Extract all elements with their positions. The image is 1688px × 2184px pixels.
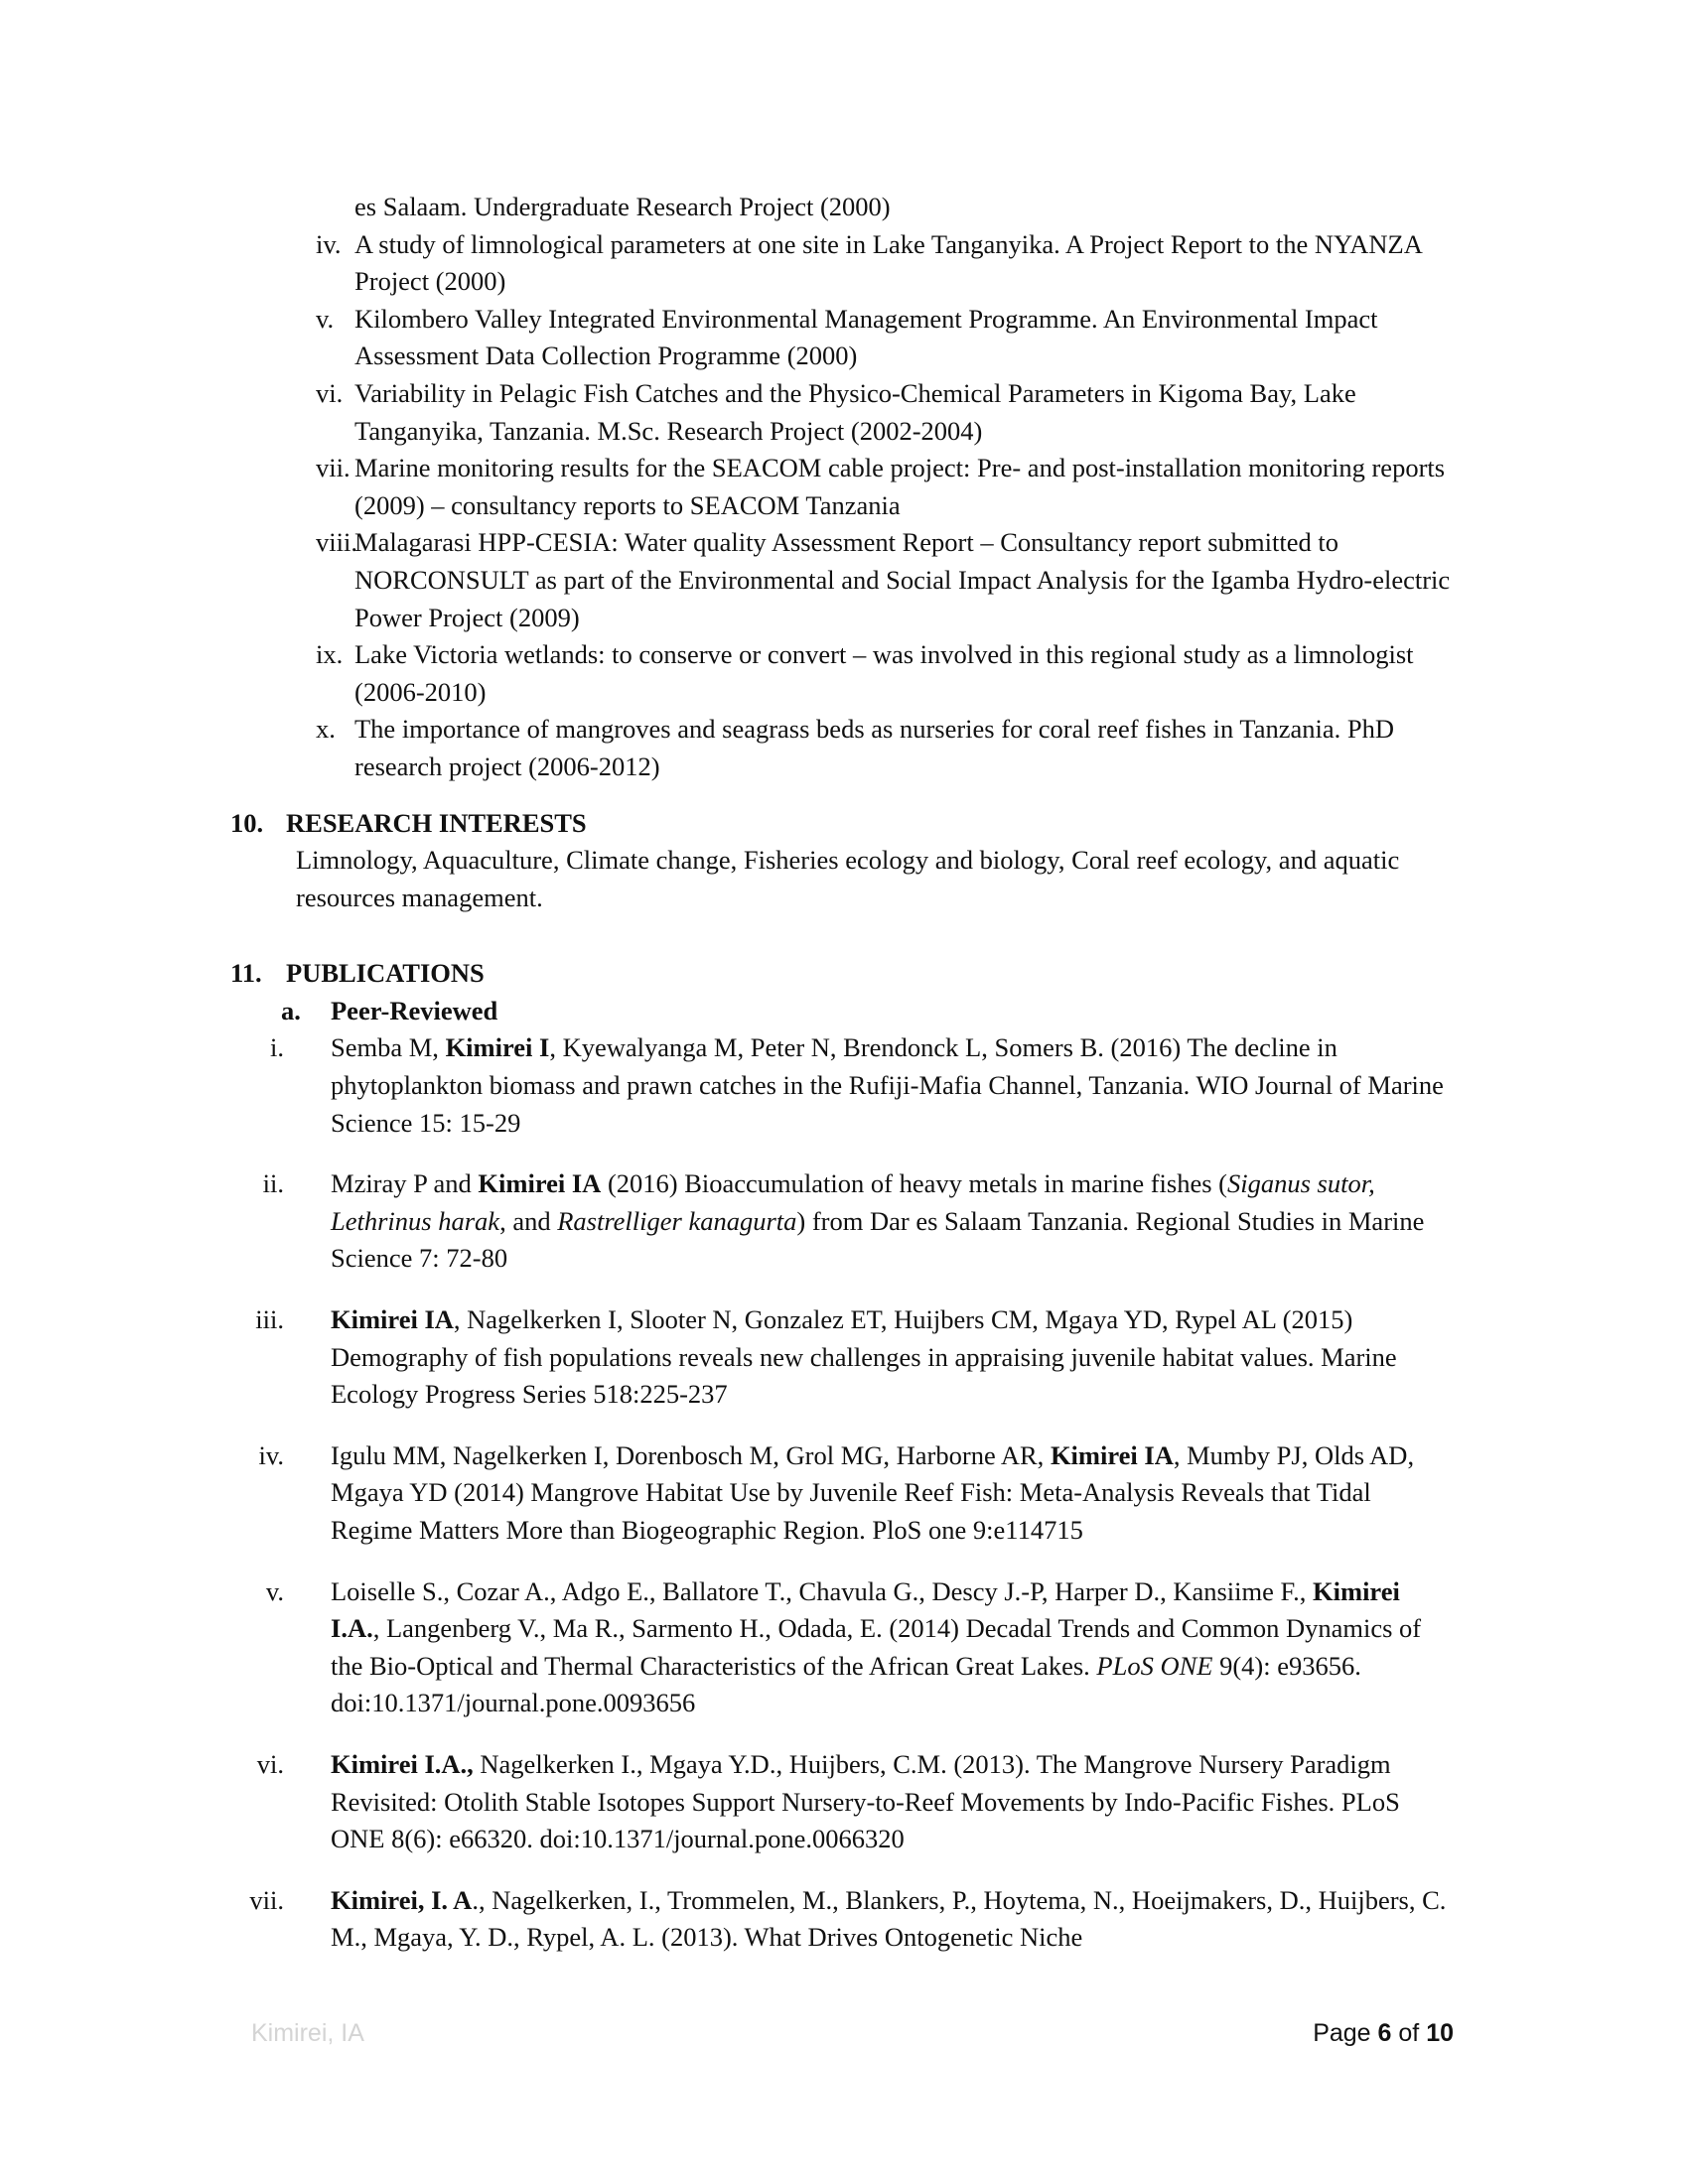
list-item-text: Lake Victoria wetlands: to conserve or convert – was involved in this regional study as a limnologist (2006-2010): [354, 639, 1414, 707]
publication-number: i.: [270, 1032, 284, 1063]
list-item-text: A study of limnological parameters at one site in Lake Tanganyika. A Project Report to the NYANZA Project (2000): [354, 228, 1422, 297]
list-item-text: The importance of mangroves and seagrass beds as nurseries for coral reef fishes in Tanzania. PhD research project (2006-2012): [354, 714, 1394, 781]
list-item-number: vii.: [316, 453, 351, 483]
list-item: [230, 450, 1452, 524]
publications-section: [230, 955, 1452, 1957]
research-interests-section: [230, 805, 1452, 917]
section-number: 10.: [230, 807, 264, 838]
publication-number: iii.: [255, 1304, 284, 1335]
citation-text: Semba M,: [331, 1032, 446, 1063]
publication-item: [230, 1882, 1452, 1957]
citation-text: , Mumby PJ, Olds AD, Mgaya YD (2014) Mangrove Habitat Use by Juvenile Reef Fish: Meta-Analysis Reveals that Tidal Regime Matters More than Biogeographic Region. PloS one 9:e114715: [331, 1439, 1415, 1545]
page-current: 6: [1377, 2019, 1392, 2047]
author-highlight: Kimirei IA: [1050, 1439, 1174, 1470]
list-item-number: vi.: [316, 377, 344, 408]
citation-text: ., Nagelkerken, I., Trommelen, M., Blankers, P., Hoytema, N., Hoeijmakers, D., Huijbers, C. M., Mgaya, Y. D., Rypel, A. L. (2013). What Drives Ontogenetic Niche: [331, 1884, 1447, 1953]
italic-text: Rastrelliger kanagurta: [557, 1205, 797, 1236]
citation-text: Igulu MM, Nagelkerken I, Dorenbosch M, Grol MG, Harborne AR,: [331, 1439, 1051, 1470]
italic-text: PLoS ONE: [1096, 1650, 1213, 1681]
publication-number: vi.: [256, 1748, 284, 1779]
list-item: [230, 375, 1452, 450]
publication-list: [230, 1029, 1452, 1956]
publication-item: [230, 1746, 1452, 1858]
list-item: [230, 226, 1452, 301]
list-item-text: Kilombero Valley Integrated Environmental Management Programme. An Environmental Impact Assessment Data Collection Programme (2000): [354, 303, 1378, 371]
footer-author: Kimirei, IA: [251, 2019, 364, 2047]
list-item-number: v.: [316, 303, 335, 334]
citation-text: , and: [499, 1205, 558, 1236]
author-highlight: Kimirei, I. A: [331, 1884, 473, 1915]
section-number: 11.: [230, 958, 262, 989]
publication-number: ii.: [262, 1168, 284, 1199]
list-item-number: iv.: [316, 228, 342, 259]
author-highlight: Kimirei I.A.: [331, 1575, 1400, 1644]
page-prefix: Page: [1313, 2019, 1378, 2047]
publication-number: iv.: [258, 1439, 284, 1470]
list-item-text: Marine monitoring results for the SEACOM cable project: Pre- and post-installation monitoring reports (2009) – consultancy reports to SEACOM Tanzania: [354, 453, 1446, 520]
publication-number: v.: [265, 1575, 284, 1606]
publication-item: [230, 1301, 1452, 1414]
citation-text: Loiselle S., Cozar A., Adgo E., Ballatore T., Chavula G., Descy J.-P, Harper D., Kansiime F.,: [331, 1575, 1314, 1606]
list-item-text: Malagarasi HPP-CESIA: Water quality Assessment Report – Consultancy report submitted to NORCONSULT as part of the Environmental and Social Impact Analysis for the Igamba Hydro-electric Power Project (2009): [354, 527, 1451, 632]
author-highlight: Kimirei I.A.,: [331, 1748, 474, 1779]
italic-text: Siganus sutor, Lethrinus harak: [331, 1168, 1375, 1236]
author-highlight: Kimirei IA: [478, 1168, 602, 1199]
citation-text: ) from Dar es Salaam Tanzania. Regional Studies in Marine Science 7: 72-80: [331, 1205, 1425, 1274]
list-item-text: Variability in Pelagic Fish Catches and the Physico-Chemical Parameters in Kigoma Bay, Lake Tanganyika, Tanzania. M.Sc. Research Project (2002-2004): [354, 377, 1356, 446]
list-item: [230, 636, 1452, 711]
publication-item: [230, 1029, 1452, 1142]
citation-text: 9(4): e93656. doi:10.1371/journal.pone.0093656: [331, 1650, 1361, 1718]
page-mid: of: [1391, 2019, 1427, 2047]
research-interests-body: Limnology, Aquaculture, Climate change, Fisheries ecology and biology, Coral reef ecology, and aquatic resources management.: [296, 845, 1400, 912]
list-item-number: x.: [316, 714, 336, 745]
citation-text: Nagelkerken I., Mgaya Y.D., Huijbers, C.M. (2013). The Mangrove Nursery Paradigm Revisited: Otolith Stable Isotopes Support Nursery-to-Reef Movements by Indo-Pacific Fishes. PLoS ONE 8(6): e66320. doi:10.1371/journal.pone.0066320: [331, 1748, 1400, 1854]
list-item: [230, 711, 1452, 785]
list-item: [230, 301, 1452, 375]
section-heading: [230, 955, 1452, 993]
publication-number: vii.: [249, 1884, 284, 1915]
author-highlight: Kimirei I: [445, 1032, 550, 1063]
list-item: [230, 524, 1452, 636]
page-total: 10: [1426, 2019, 1454, 2047]
subsection-title: Peer-Reviewed: [331, 995, 498, 1025]
citation-text: , Nagelkerken I, Slooter N, Gonzalez ET, Huijbers CM, Mgaya YD, Rypel AL (2015) Demography of fish populations reveals new challenges in appraising juvenile habitat values. Marine Ecology Progress Series 518:225-237: [331, 1304, 1397, 1410]
section-title: RESEARCH INTERESTS: [286, 807, 587, 838]
citation-text: Mziray P and: [331, 1168, 479, 1199]
list-item-number: ix.: [316, 639, 344, 670]
project-continuation-line: es Salaam. Undergraduate Research Project (2000): [354, 192, 891, 221]
citation-text: , Langenberg V., Ma R., Sarmento H., Odada, E. (2014) Decadal Trends and Common Dynamics of the Bio-Optical and Thermal Characteristics of the African Great Lakes.: [331, 1613, 1422, 1681]
publication-item: [230, 1573, 1452, 1722]
list-item-number: viii.: [316, 527, 357, 558]
section-heading: [230, 805, 1452, 843]
project-list: [230, 226, 1452, 786]
citation-text: , Kyewalyanga M, Peter N, Brendonck L, Somers B. (2016) The decline in phytoplankton biomass and prawn catches in the Rufiji-Mafia Channel, Tanzania. WIO Journal of Marine Science 15: 15-29: [331, 1032, 1444, 1138]
subsection-heading: [230, 993, 1452, 1030]
publication-item: [230, 1165, 1452, 1278]
citation-text: (2016) Bioaccumulation of heavy metals in marine fishes (: [601, 1168, 1227, 1199]
publication-item: [230, 1437, 1452, 1550]
page-number: [1313, 2019, 1454, 2048]
subsection-letter: a.: [281, 995, 301, 1025]
page-content: [230, 189, 1452, 1980]
section-title: PUBLICATIONS: [286, 958, 485, 989]
author-highlight: Kimirei IA: [331, 1304, 454, 1335]
